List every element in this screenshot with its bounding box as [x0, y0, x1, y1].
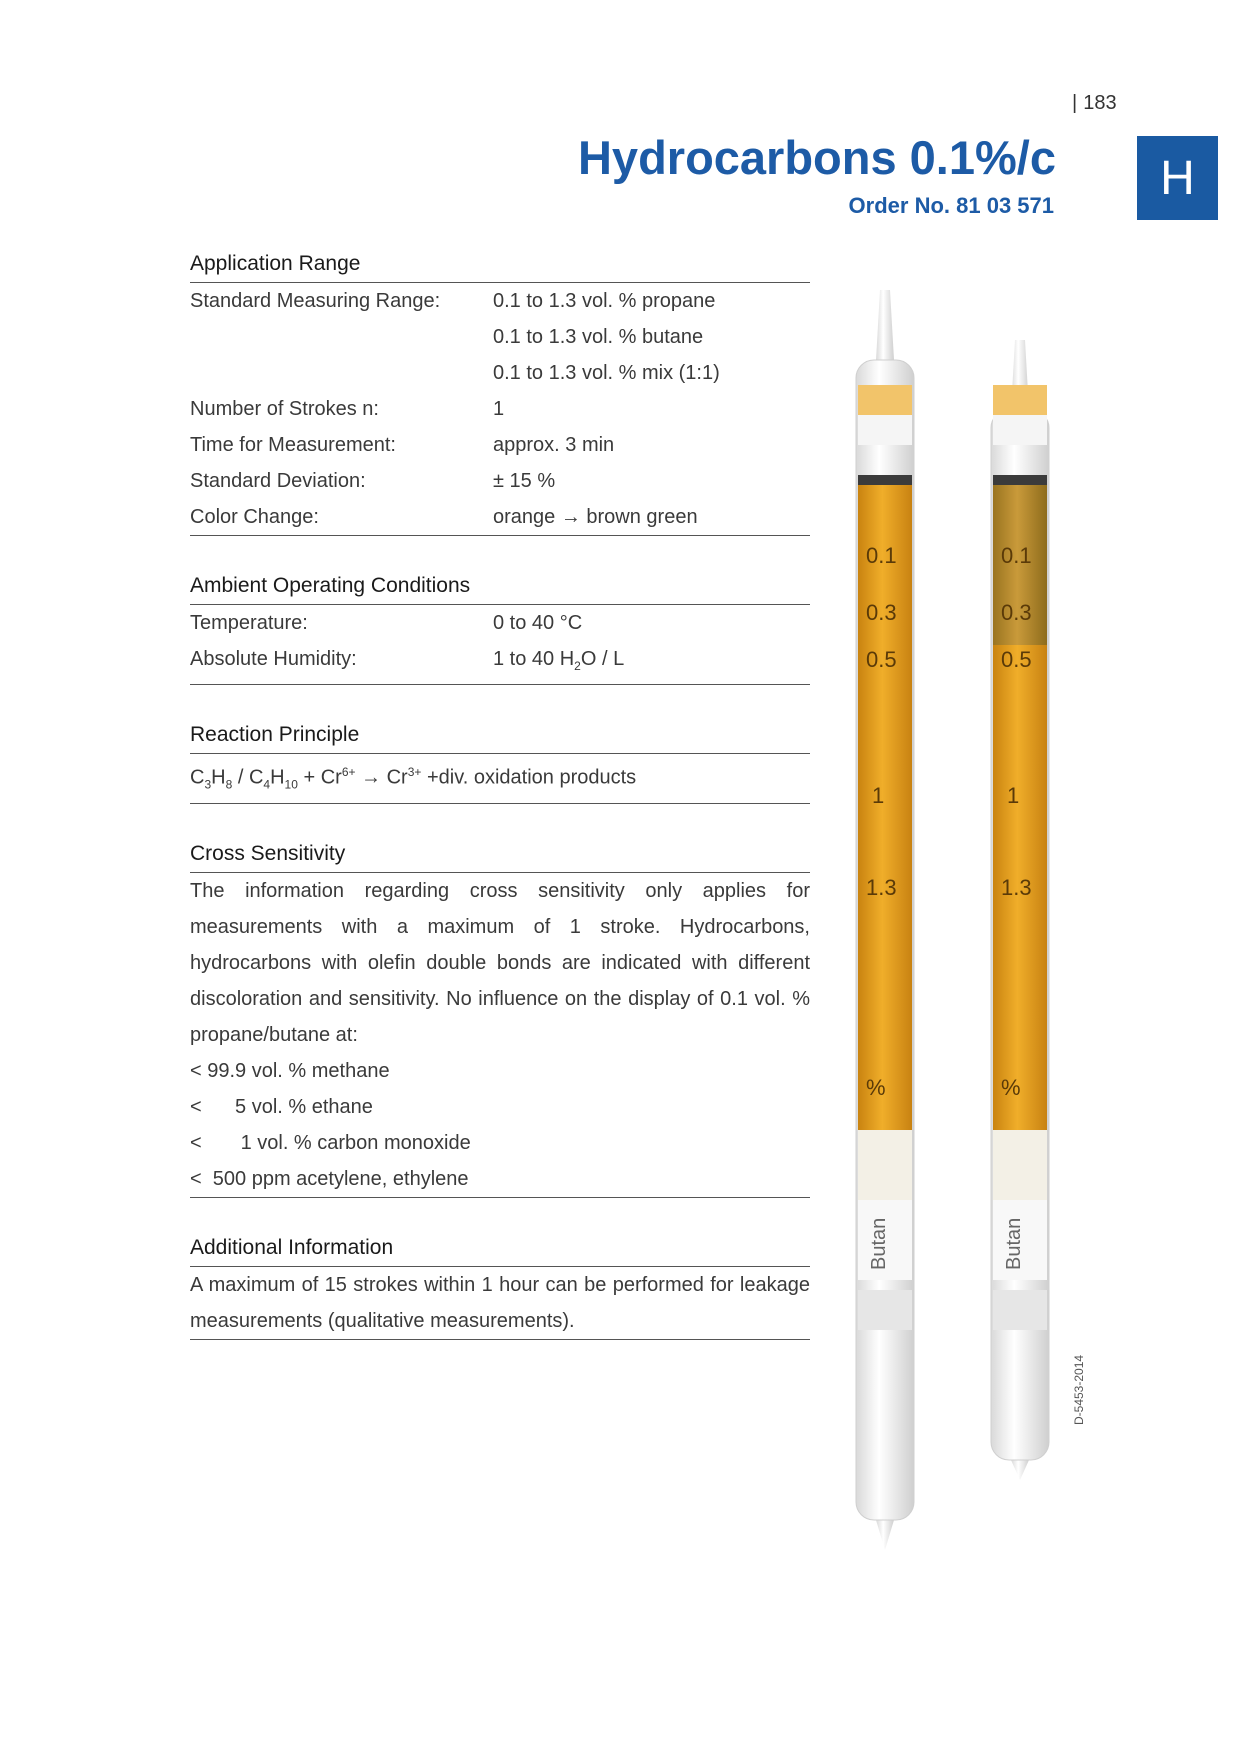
scale-label: % [1001, 1075, 1021, 1100]
additional-section [190, 1267, 810, 1340]
reaction-formula: $C_3H_8 / C_4H_{10} + Cr^{6+} \to Cr^{3+} +div$. oxidation products [190, 765, 637, 792]
scale-label: 1 [1007, 783, 1020, 808]
app-row: Color Change: orange → brown green [190, 506, 698, 528]
app-row: Standard Deviation: ± 15 % [190, 470, 556, 492]
scale-label: 0.5 [866, 647, 897, 672]
list-item: < 500 ppm acetylene, ethylene [190, 1167, 469, 1190]
tube-text: Butan [1003, 1217, 1025, 1270]
page-number: | 183 [1072, 92, 1117, 114]
additional-paragraph: A maximum of 15 strokes within 1 hour can be performed for leakage measurements (qualitative measurements). [190, 1273, 810, 1332]
tube-fresh [856, 290, 914, 1550]
ambient-section [190, 605, 810, 685]
app-row: 0.1 to 1.3 vol. % butane [493, 326, 704, 348]
scale-label: 1 [872, 783, 885, 808]
additional-title: Additional Information [190, 1234, 810, 1267]
tube-text: Butan [868, 1217, 890, 1270]
application-range-section [190, 283, 810, 536]
scale-label: 1.3 [866, 875, 897, 900]
cross-sensitivity-paragraph: The information regarding cross sensitivity only applies for measurements with a maximum of 1 stroke. Hydrocarbons, hydrocarbons with olefin double bonds are indicated with different discoloration and sensitivity. No influence on the display of 0.1 vol. % propane/butane at: [190, 879, 810, 1046]
cross-sensitivity-title: Cross Sensitivity [190, 840, 810, 873]
reaction-title: Reaction Principle [190, 721, 810, 754]
ambient-title: Ambient Operating Conditions [190, 572, 810, 605]
detector-tubes-image [830, 270, 1100, 1550]
section-tab: H [1137, 136, 1218, 220]
app-row: Time for Measurement: approx. 3 min [190, 434, 615, 456]
ambient-row: Temperature: 0 to 40 °C [190, 612, 583, 634]
ambient-row: Absolute Humidity: 1 to 40 $H_2O$ / L [190, 648, 625, 673]
main-content [190, 250, 810, 1376]
scale-label: % [866, 1075, 886, 1100]
scale-label: 0.1 [1001, 543, 1032, 568]
scale-label: 0.1 [866, 543, 897, 568]
scale-label: 1.3 [1001, 875, 1032, 900]
list-item: < 5 vol. % ethane [190, 1095, 373, 1118]
tube-used [991, 340, 1049, 1480]
order-number: Order No. 81 03 571 [848, 193, 1054, 218]
scale-label: 0.5 [1001, 647, 1032, 672]
reaction-section [190, 754, 810, 804]
application-range-title: Application Range [190, 250, 810, 283]
scale-label: 0.3 [1001, 600, 1032, 625]
cross-sensitivity-section [190, 873, 810, 1198]
app-row: Standard Measuring Range: 0.1 to 1.3 vol. % propane [190, 290, 716, 312]
list-item: < 99.9 vol. % methane [190, 1059, 390, 1082]
image-code: D-5453-2014 [1072, 1354, 1086, 1425]
list-item: < 1 vol. % carbon monoxide [190, 1131, 471, 1154]
app-row: 0.1 to 1.3 vol. % mix (1:1) [493, 362, 720, 384]
app-row: Number of Strokes n: 1 [190, 398, 505, 420]
page-title: Hydrocarbons 0.1%/c [577, 131, 1056, 184]
scale-label: 0.3 [866, 600, 897, 625]
